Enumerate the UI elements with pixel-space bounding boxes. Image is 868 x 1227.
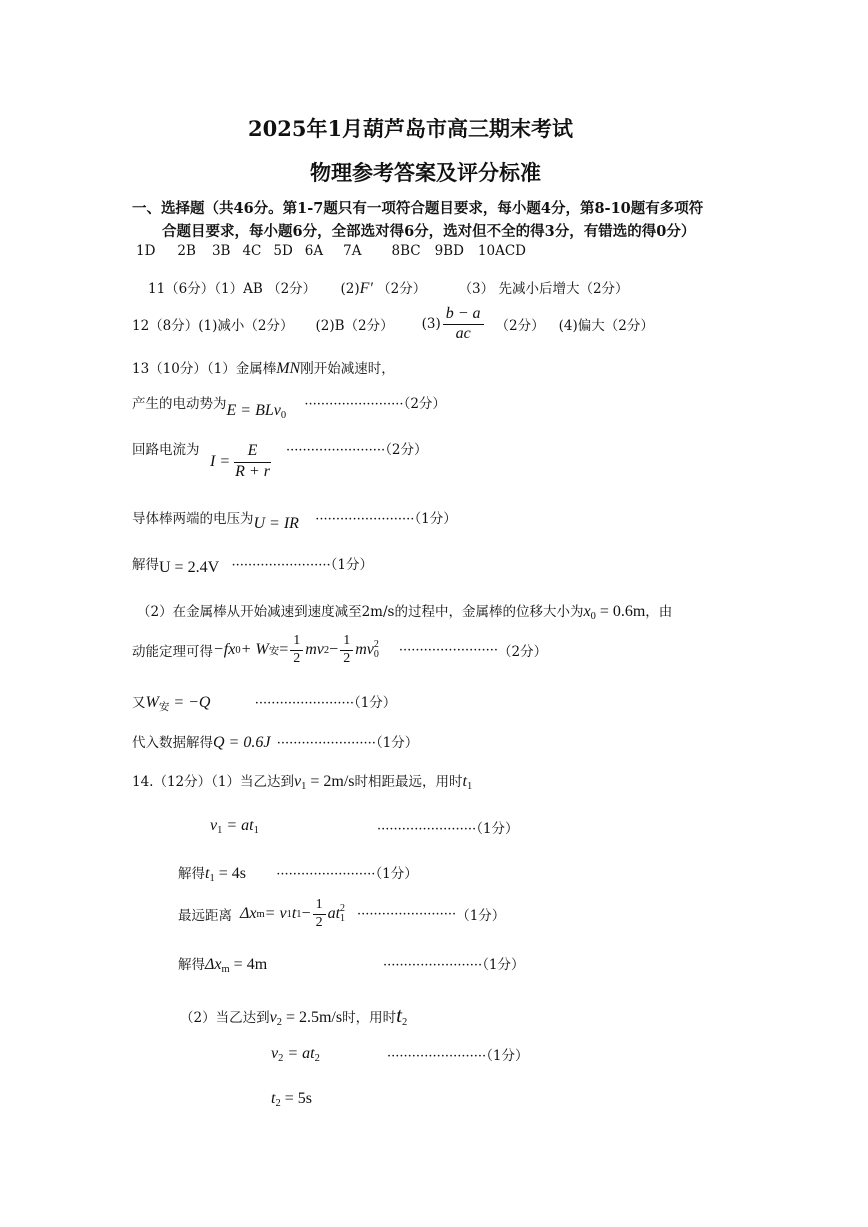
q14-eq1-score	[377, 817, 519, 837]
q14-v1-val: = 2m/s	[306, 773, 355, 790]
score: （1分）	[476, 821, 519, 837]
q14-t2res-sub: 2	[275, 1098, 281, 1109]
q12-numerator: b − a	[443, 306, 484, 325]
half-fraction	[313, 898, 326, 930]
q13-ke-d-sup: 2	[373, 639, 379, 651]
q14-eq1-r-sub: 1	[253, 825, 259, 836]
q14-solve2-dx: Δx	[205, 956, 222, 973]
title-sub: 物理参考答案及评分标准	[310, 160, 541, 185]
half-den: 2	[315, 914, 323, 930]
q11-part3: （3） 先减小后增大（2分）	[458, 281, 629, 297]
q14-far-d-sup: 2	[340, 903, 346, 915]
answer: 6A	[304, 243, 324, 259]
q12-part1: 12（8分）(1)减小（2分）	[132, 318, 294, 335]
q14-t1: t	[462, 773, 467, 790]
q13-mn: MN	[276, 360, 301, 377]
q12-line	[132, 306, 654, 343]
score: （2分）	[385, 442, 428, 458]
half-num: 1	[290, 634, 303, 651]
dot-leader: ························	[286, 443, 386, 458]
q13-p2-sub: 0	[590, 611, 596, 622]
q14-far-b: = v	[264, 905, 287, 923]
dot-leader: ························	[383, 958, 483, 973]
q13-ke-eq	[213, 634, 379, 666]
q13-current-eq	[210, 443, 275, 481]
q14-eq1-sub: 1	[217, 825, 223, 836]
q11-part1: 11（6分）（1）AB （2分）	[148, 281, 317, 297]
q11-line	[148, 277, 629, 298]
half-num: 1	[340, 634, 353, 651]
dot-leader: ························	[377, 822, 477, 837]
q13-heat-line	[132, 731, 418, 752]
answer: 2B	[177, 243, 196, 259]
q14-far-d: at	[327, 905, 341, 923]
q14-eq2-r-sub: 2	[314, 1053, 320, 1064]
half-den: 2	[343, 650, 351, 666]
q14-solve1-label: 解得	[178, 866, 205, 882]
q13-voltage-line	[132, 507, 457, 532]
q14-v2-sub: 2	[276, 1017, 282, 1028]
title-main: 2025年1月葫芦岛市高三期末考试	[248, 116, 574, 141]
q13-ke-d: mv	[355, 641, 374, 659]
q12-fraction	[443, 306, 484, 343]
mc-answers	[136, 243, 526, 259]
q13-solve-eq: U = 2.4V	[159, 559, 220, 576]
q13-q-eq: Q = 0.6J	[213, 734, 271, 751]
dot-leader: ························	[315, 512, 415, 527]
q13-intro-text: 13（10分）（1）金属棒	[132, 361, 277, 377]
q14-eq1	[210, 817, 259, 836]
q13-emf-label: 产生的电动势为	[132, 396, 227, 412]
q13-ke-minus: −	[329, 641, 339, 659]
q14-t2-result	[271, 1090, 312, 1109]
q14-v1-sub: 1	[301, 781, 307, 792]
q12-part3-score: （2分）	[495, 318, 545, 335]
q13-emf-eq	[227, 402, 287, 419]
q14-solve2-score	[383, 953, 525, 973]
score: （1分）	[375, 735, 419, 751]
q13-volt-eq: U = IR	[253, 515, 299, 532]
q13-solve-label: 解得	[132, 557, 159, 573]
answer: 5D	[273, 243, 293, 259]
q14-solve1-t: t	[205, 865, 210, 882]
q13-work-line	[132, 691, 396, 714]
dot-leader: ························	[276, 736, 376, 751]
q13-part2-line	[137, 600, 672, 622]
q11-part2-label: (2)	[340, 281, 360, 297]
score: （1分）	[375, 866, 418, 882]
q13-p2-val: = 0.6m	[595, 603, 646, 620]
q14-eq1-v: v	[210, 817, 218, 834]
answer: 1D	[136, 243, 156, 259]
q13-intro-end: 刚开始减速时，	[300, 361, 395, 377]
q13-intro	[132, 357, 395, 378]
half-fraction	[290, 634, 303, 666]
q13-current-num: E	[234, 443, 272, 463]
q14-far-a-sub: m	[256, 908, 265, 920]
answer: 7A	[343, 243, 362, 259]
score: （1分）	[414, 511, 457, 527]
q14-eq1-r: = at	[222, 817, 254, 834]
q14-part2-line	[180, 1003, 407, 1028]
q14-t2: t	[396, 1003, 402, 1027]
answer: 10ACD	[477, 243, 527, 259]
q12-denominator: ac	[455, 324, 471, 342]
dot-leader: ························	[276, 867, 376, 882]
dot-leader: ························	[254, 696, 354, 711]
q14-far-eq	[240, 898, 345, 930]
q14-p2-text: （2）当乙达到	[180, 1010, 270, 1026]
q13-current-den: R + r	[235, 462, 270, 480]
q11-part2-value: F′	[359, 280, 373, 297]
q14-intro	[132, 770, 472, 792]
score: （1分）	[482, 957, 525, 973]
q13-q-label: 代入数据解得	[132, 735, 213, 751]
q13-ke-b: + W	[240, 641, 269, 659]
q13-emf-line	[132, 392, 446, 421]
q12-part2: (2)B（2分）	[315, 318, 394, 335]
q14-intro-text: 14.（12分）（1）当乙达到	[132, 774, 294, 790]
q13-emf-text: E = BLv	[226, 402, 281, 419]
q14-solve2-sub: m	[221, 964, 230, 975]
q13-ke-a-sub: 0	[235, 644, 241, 656]
q14-solve2-val: = 4m	[229, 956, 268, 973]
dot-leader: ························	[387, 1049, 487, 1064]
q12-part4: (4)偏大（2分）	[558, 318, 654, 335]
q14-far-a: Δx	[240, 905, 257, 923]
q14-solve1-val: = 4s	[214, 865, 246, 882]
q13-ke-b-sub: 安	[268, 645, 280, 657]
q13-w-label: 又	[132, 695, 146, 711]
q14-far-minus: −	[301, 905, 311, 923]
q13-current-lhs: I =	[210, 452, 231, 470]
half-den: 2	[293, 650, 301, 666]
q14-v2-val: = 2.5m/s	[281, 1009, 343, 1026]
q14-v2: v	[269, 1009, 277, 1026]
score: （1分）	[456, 908, 506, 925]
dot-leader: ························	[231, 558, 331, 573]
q13-ke-c-sup: 2	[323, 644, 330, 656]
q14-far-c-sub: 1	[296, 908, 302, 920]
q14-far-d-sub: 1	[340, 913, 346, 925]
q13-solve-line	[132, 553, 373, 574]
q14-solve1-line	[178, 862, 418, 884]
score: （2分）	[403, 396, 446, 412]
q13-energy-line	[132, 634, 547, 666]
q14-solve2-label: 解得	[178, 957, 205, 973]
q13-w-a: W	[145, 694, 159, 711]
q13-ke-d-scripts	[374, 640, 379, 660]
q14-far-line	[178, 898, 505, 930]
answer: 8BC	[391, 243, 421, 259]
q14-v1: v	[294, 773, 302, 790]
dot-leader: ························	[304, 397, 404, 412]
q14-t2-sub: 2	[401, 1017, 408, 1028]
q13-p2-end: ，由	[645, 604, 673, 620]
q14-far-d-scripts	[340, 904, 345, 924]
q14-t2res-val: = 5s	[280, 1090, 312, 1107]
q13-p2-text: （2）在金属棒从开始减速到速度减至2m/s的过程中，金属棒的位移大小为	[137, 604, 584, 620]
q13-ke-eq-sign: =	[279, 641, 289, 659]
q14-eq2-sub: 2	[278, 1053, 284, 1064]
q13-ke-label: 动能定理可得	[132, 644, 213, 661]
q14-solve1-sub: 1	[209, 873, 215, 884]
q14-far-c: t	[291, 905, 297, 923]
q12-part3-label: (3)	[421, 316, 441, 333]
q13-current-label: 回路电流为	[132, 442, 200, 458]
answer: 3B	[211, 243, 231, 259]
q11-part2-score: （2分）	[377, 281, 427, 297]
answer: 9BD	[434, 243, 464, 259]
half-fraction	[340, 634, 353, 666]
q14-eq2-score	[387, 1044, 529, 1064]
q13-ke-a: −fx	[213, 641, 236, 659]
q14-eq2-v: v	[271, 1045, 279, 1062]
mc-heading-line1: 一、选择题（共46分。第1-7题只有一项符合题目要求，每小题4分，第8-10题有多项符	[132, 200, 704, 217]
q13-w-sub: 安	[158, 702, 170, 713]
dot-leader: ························	[398, 642, 499, 658]
q13-current-score-line	[286, 438, 428, 458]
q13-w-eq: = −Q	[169, 694, 211, 711]
dot-leader: ························	[357, 906, 457, 922]
score: （2分）	[498, 644, 548, 661]
q14-far-label: 最远距离	[178, 908, 232, 925]
q14-t1-sub: 1	[466, 781, 473, 792]
q13-ke-d-sub: 0	[373, 649, 379, 661]
score: （1分）	[486, 1048, 529, 1064]
q13-current-frac	[232, 443, 273, 481]
q14-intro-mid: 时相距最远，用时	[354, 774, 463, 790]
q14-eq2-r: = at	[283, 1045, 315, 1062]
half-num: 1	[313, 898, 326, 915]
q13-volt-label: 导体棒两端的电压为	[132, 511, 254, 527]
mc-heading-line2: 合题目要求，每小题6分，全部选对得6分，选对但不全的得3分，有错选的得0分）	[162, 223, 696, 240]
answer: 4C	[242, 243, 262, 259]
score: （1分）	[330, 557, 373, 573]
q14-p2-mid: 时，用时	[342, 1010, 397, 1026]
q14-solve2-line	[178, 953, 267, 975]
q14-eq2	[271, 1045, 320, 1064]
score: （1分）	[353, 695, 397, 711]
q13-emf-sub: 0	[280, 410, 287, 421]
q14-far-b-sub: 1	[286, 908, 292, 920]
q14-t2res-t: t	[271, 1090, 276, 1107]
q13-p2-x: x	[583, 603, 591, 620]
q13-ke-c: mv	[305, 641, 324, 659]
